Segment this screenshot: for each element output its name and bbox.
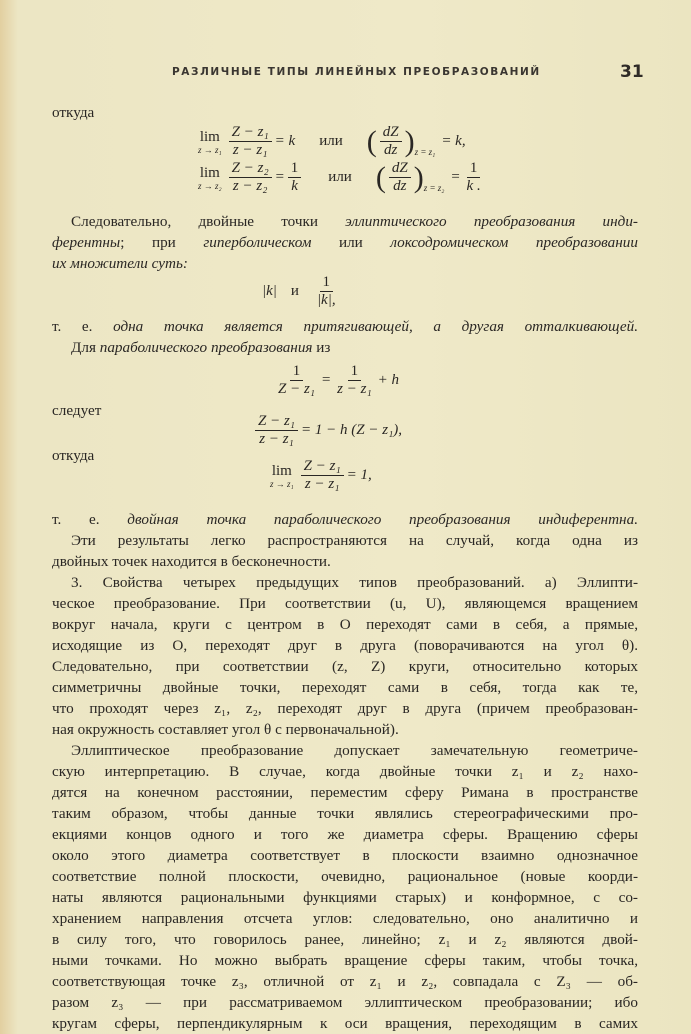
equation-multipliers <box>262 274 342 309</box>
paragraph-line: разом z₃ — при рассматриваемом эллиптическом преобразовании; ибо <box>52 994 638 1011</box>
section-3-line: Следовательно, при соответствии (z, Z) круги, относительно которых <box>52 658 638 675</box>
paragraph-line: около этого диаметра соответствует в плоскости взаимно однозначное <box>52 847 638 864</box>
frac-num: 1 <box>320 274 334 292</box>
rhs: = 1 − h (Z − z₁), <box>301 422 403 438</box>
equation-limit-parabolic <box>270 458 372 493</box>
paragraph-line: ными точками. Но можно выбрать вращение сферы таким, чтобы точка, <box>52 952 638 969</box>
section-3-line: исходящие из O, переходят друг в друга (поворачиваются на угол θ). <box>52 637 638 654</box>
frac-den: z − z₁ <box>259 431 294 447</box>
paragraph-line <box>52 316 638 337</box>
paragraph-line: Эти результаты легко распространяются на случай, когда одна из <box>71 532 638 549</box>
italic-text: их множители суть: <box>52 255 188 272</box>
section-3-line: ная окружность составляет угол θ с первоначальной). <box>52 721 399 738</box>
text: или <box>311 234 391 251</box>
frac-num: 1 <box>288 160 302 178</box>
lim-sub: z → z₁ <box>198 144 222 155</box>
frac-den: |k|, <box>316 292 336 308</box>
italic-text: двойная точка параболического преобразования индиферентна. <box>127 511 638 528</box>
lim-sub: z → z₂ <box>198 180 222 191</box>
word-ili: или <box>319 133 343 149</box>
equation-limit-z2: lim z → z₂ $\frac{\text{Z − z₂}}{\text{z − z₂}}$ = $\frac{1}{k}$ или ( $\frac{dZ}{dz}$ ) z = z₂ = $\frac{1}{k .}$ <box>198 160 487 195</box>
paragraph-line <box>52 337 638 358</box>
paragraph-line: екциями концов одного и того же диаметра сферы. Вращению сферы <box>52 826 638 843</box>
text: Для <box>71 339 100 356</box>
equation-parabolic: $\frac{1}{\text{Z − z₁}}$ = $\frac{1}{\text{z − z₁}}$ + h <box>272 363 399 398</box>
paragraph-line: соответствие полной плоскости, очевидно, рациональное (новые коорди- <box>52 868 638 885</box>
page-number: 31 <box>620 62 644 82</box>
equation-ratio <box>252 413 402 448</box>
lim-sub: z → z₁ <box>270 478 294 489</box>
equation-limit-z1: lim z → z₁ $\frac{\text{Z − z₁}}{\text{z − z₁}}$ = k или ( $\frac{dZ}{dz}$ ) z = z₁ = k, <box>198 124 466 158</box>
frac-den: z − z₁ <box>232 142 268 158</box>
paragraph-line: в силу того, что говорилось ранее, линейно; z₁ и z₂ являются двой- <box>52 931 638 948</box>
word-i: и <box>290 283 299 299</box>
paragraph-line: скую интерпретацию. В случае, когда двойные точки z₁ и z₂ нахо- <box>52 763 638 780</box>
running-title: РАЗЛИЧНЫЕ ТИПЫ ЛИНЕЙНЫХ ПРЕОБРАЗОВАНИЙ <box>172 66 541 78</box>
frac-num: Z − z₁ <box>301 458 344 476</box>
italic-text: ферентны <box>52 234 121 251</box>
frac-num: 1 <box>290 363 304 381</box>
deriv-num: dZ <box>389 160 411 178</box>
italic-text: локсодромическом преобразовании <box>390 234 638 251</box>
paragraph-line: таким образом, чтобы данные точки являлись стереографическими про- <box>52 805 638 822</box>
section-3-line: 3. Свойства четырех предыдущих типов преобразований. а) Эллипти- <box>71 574 638 591</box>
section-3-line: что проходят через z₁, z₂, переходят друг в друга (причем преобразован- <box>52 700 638 717</box>
abs-k: |k| <box>262 283 277 299</box>
section-3-line: ческое преобразование. При соответствии (u, U), являющемся вращением <box>52 595 638 612</box>
plus-h: + h <box>377 372 400 388</box>
paragraph-line <box>52 253 638 274</box>
frac-num: Z − z₁ <box>229 124 272 142</box>
word-ili: или <box>328 169 352 185</box>
frac-den: k . <box>466 178 481 194</box>
italic-text: гиперболическом <box>203 234 312 251</box>
text: из <box>312 339 331 356</box>
section-3-line: симметричны двойные точки, переходят сами в себя, тогда как те, <box>52 679 638 696</box>
deriv-sub: z = z₁ <box>414 147 436 157</box>
paragraph-line <box>52 509 638 530</box>
italic-text: параболического преобразования <box>99 339 313 356</box>
text: ; при <box>120 234 204 251</box>
text: т. е. <box>52 318 114 335</box>
frac-den: z − z₂ <box>232 178 268 194</box>
paragraph-line: дятся на конечном расстоянии, переместим сферу Римана в пространстве <box>52 784 638 801</box>
paragraph-line: наты являются рациональными функциями старых) и конформное, с со- <box>52 889 638 906</box>
paragraph-line <box>52 232 638 253</box>
paragraph-line: хранением направления отсчета углов: следовательно, оно аналитично и <box>52 910 638 927</box>
frac-num: Z − z₂ <box>229 160 272 178</box>
section-3-line: вокруг начала, круги с центром в O переходят сами в себя, а прямые, <box>52 616 638 633</box>
italic-text: эллиптического преобразования инди- <box>345 213 638 230</box>
paragraph-line: соответствующая точке z₃, отличной от z₁ и z₂, совпадала с Z₃ — об- <box>52 973 638 990</box>
text: Следовательно, двойные точки <box>71 213 346 230</box>
frac-num: 1 <box>467 160 481 178</box>
rhs: = k <box>274 133 296 149</box>
word-otkuda: откуда <box>52 104 95 121</box>
frac-den: z − z₁ <box>337 381 372 397</box>
paragraph-line: Эллиптическое преобразование допускает замечательную геометриче- <box>71 742 638 759</box>
text: т. е. <box>52 511 128 528</box>
lim-text: lim <box>271 462 292 479</box>
paragraph-line: двойных точек находится в бесконечности. <box>52 553 331 570</box>
frac-den: k <box>291 178 298 194</box>
deriv-num: dZ <box>380 124 402 142</box>
frac-num: Z − z₁ <box>255 413 298 431</box>
deriv-den: dz <box>393 178 407 194</box>
word-sleduet: следует <box>52 402 102 419</box>
deriv-sub: z = z₂ <box>423 183 445 193</box>
deriv-rhs: = k, <box>441 133 466 149</box>
lim-text: lim <box>199 164 220 181</box>
frac-den: z − z₁ <box>304 476 340 492</box>
deriv-den: dz <box>384 142 398 158</box>
lim-text: lim <box>199 128 220 145</box>
paragraph-line: кругам сферы, перпендикулярным к оси вращения, переходящим в самих <box>52 1015 638 1032</box>
italic-text: одна точка является притягивающей, а другая отталкивающей. <box>113 318 638 335</box>
paragraph-line <box>52 211 638 232</box>
rhs: = 1, <box>346 467 372 483</box>
word-otkuda: откуда <box>52 447 95 464</box>
frac-num: 1 <box>348 363 362 381</box>
frac-den: Z − z₁ <box>278 381 316 397</box>
